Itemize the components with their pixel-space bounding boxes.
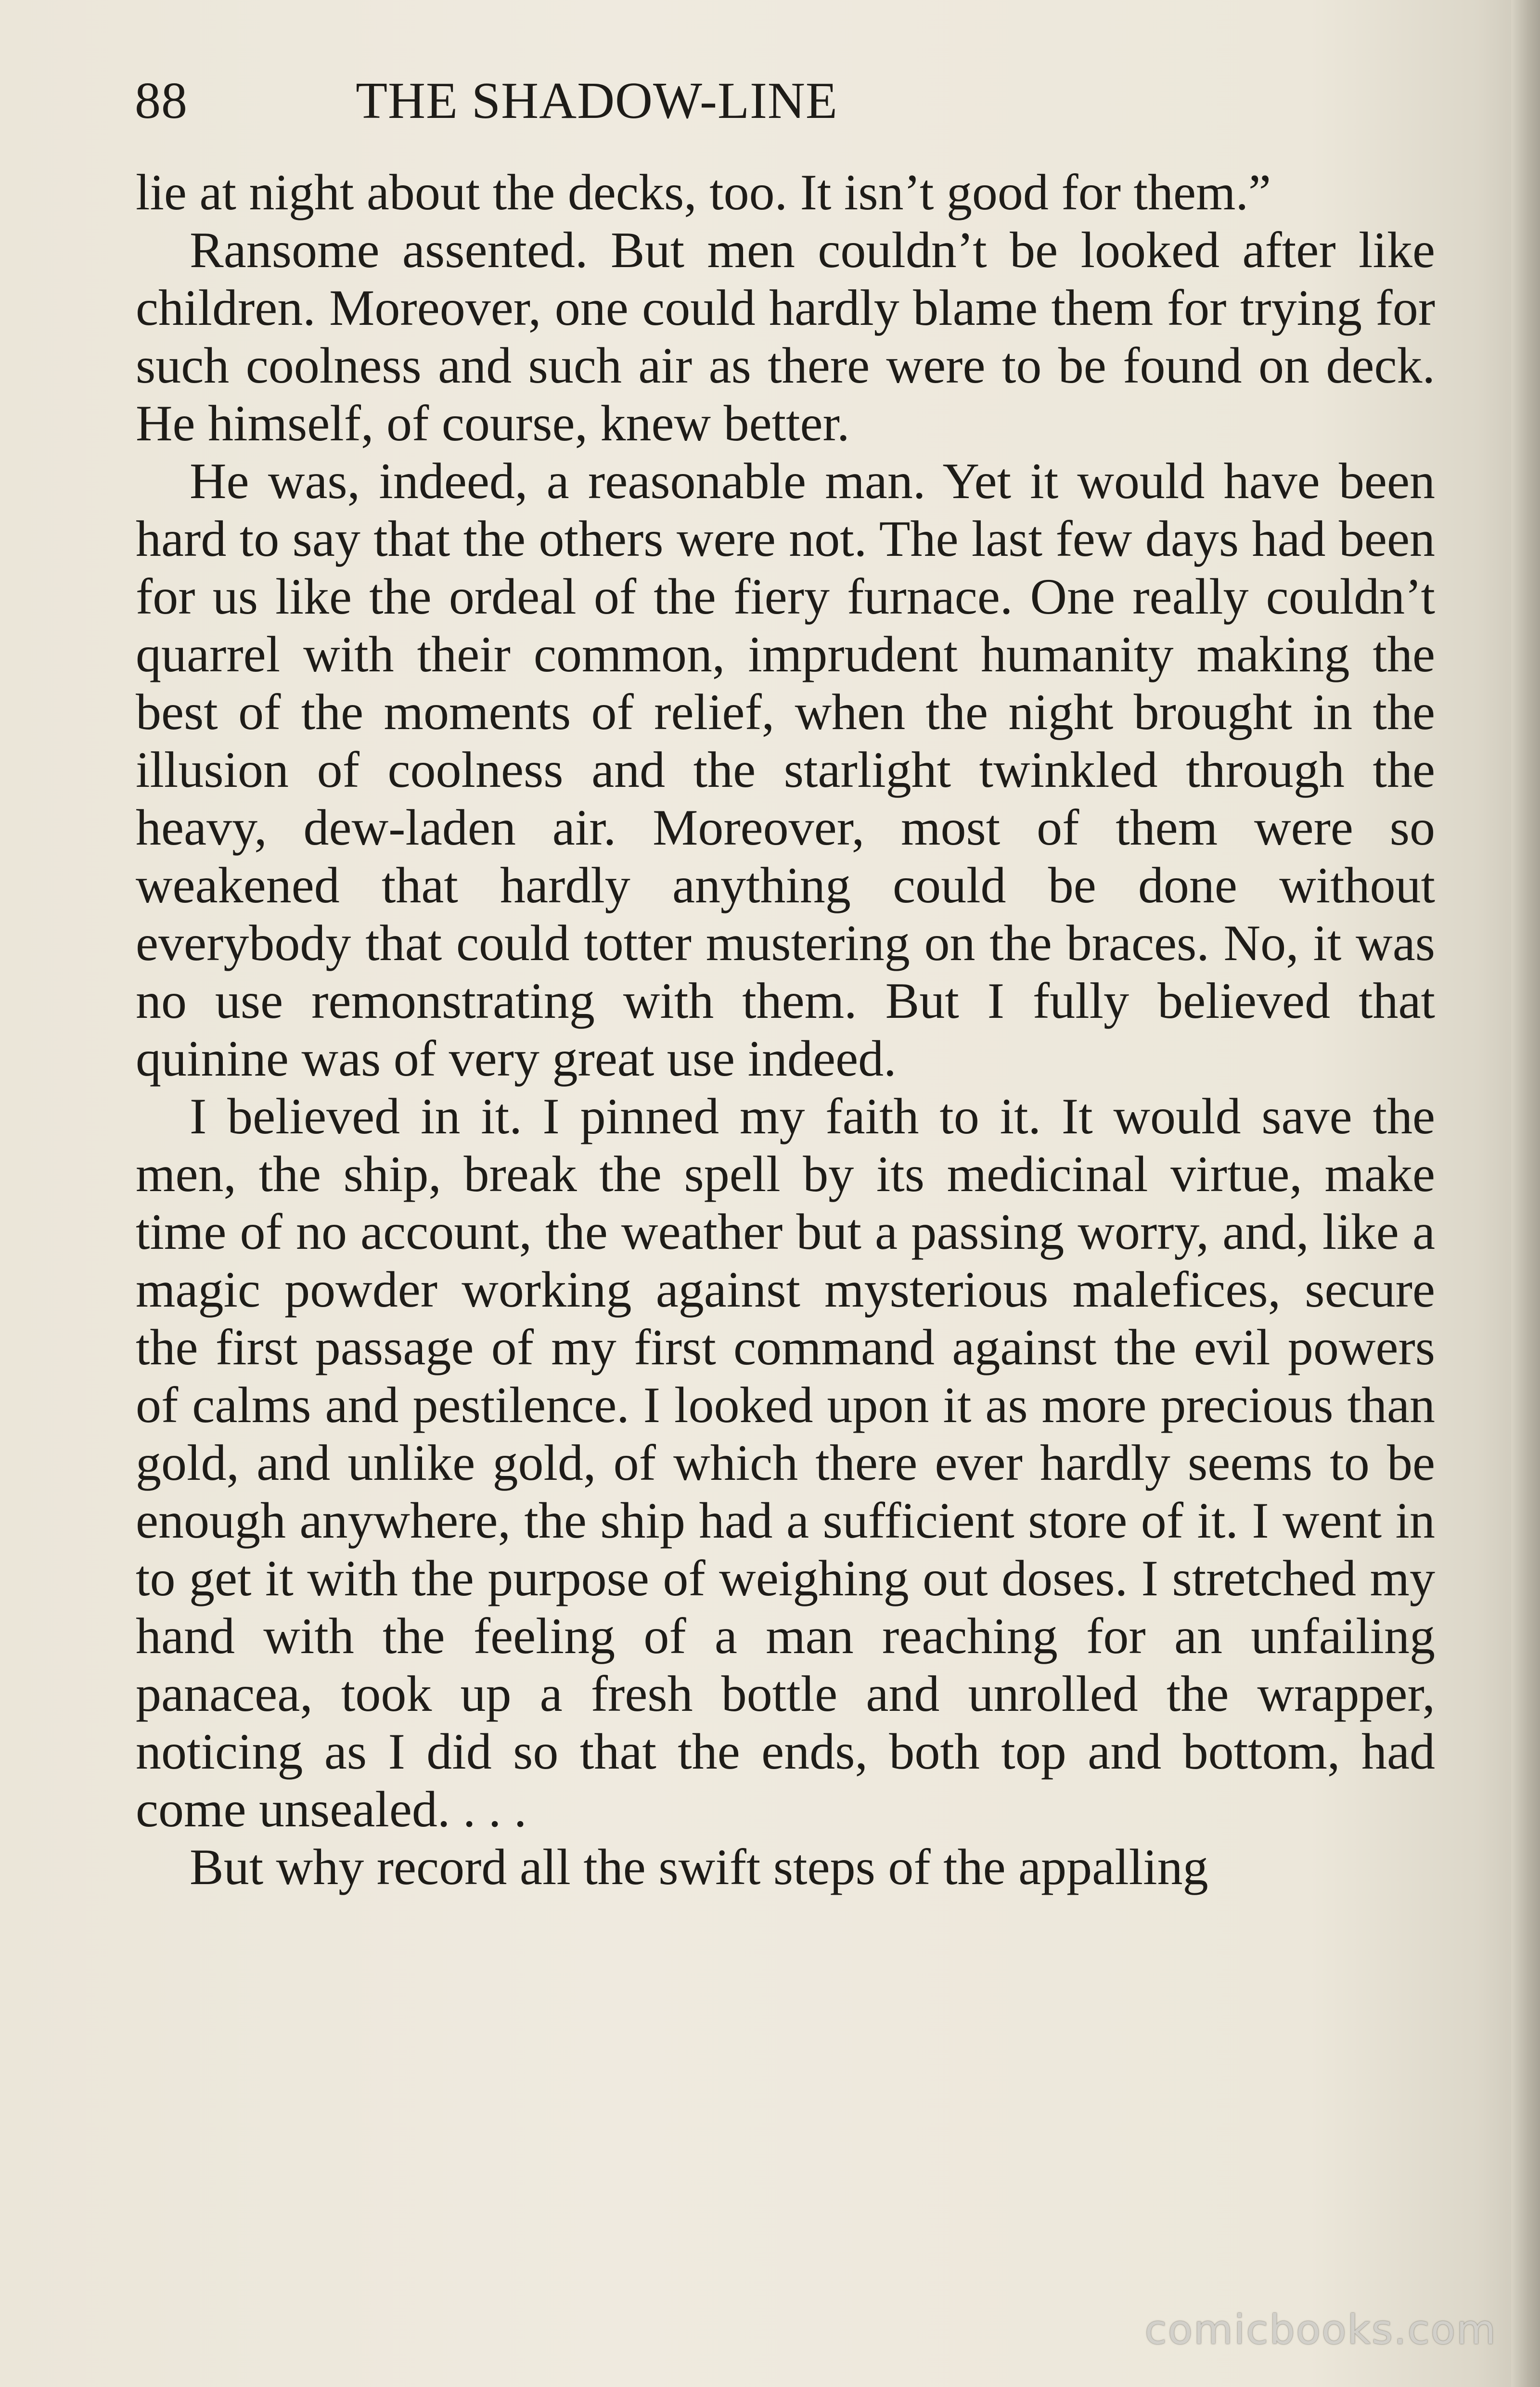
page-number: 88 — [135, 72, 188, 129]
paragraph-continuation: lie at night about the decks, too. It isn’t good for them.” — [136, 164, 1271, 220]
page-gutter — [1511, 0, 1540, 2387]
running-title: THE SHADOW-LINE — [356, 72, 838, 129]
watermark: comicbooks.com — [1144, 2306, 1497, 2353]
running-head — [135, 67, 1059, 135]
paragraph-reasonable-man: He was, indeed, a reasonable man. Yet it would have been hard to say that the others were not. The last few days had been for us like the ordeal of the fiery furnace. One really couldn’t quarrel with their common, imprudent humanity making the best of the moments of relief, when the night brought in the illusion of coolness and the starlight twinkled through the heavy, dew-laden air. Moreover, most of them were so weakened that hardly anything could be done without everybody that could totter mustering on the braces. No, it was no use remonstrating with them. But I fully believed that quinine was of very great use indeed. — [136, 453, 1435, 1087]
body-text — [136, 164, 1435, 1896]
paragraph-ransome: Ransome assented. But men couldn’t be looked after like children. Moreover, one could hardly blame them for trying for such coolness and such air as there were to be found on deck. He himself, of course, knew better. — [136, 222, 1435, 451]
paragraph-final: But why record all the swift steps of the appalling — [190, 1839, 1208, 1895]
paragraph-quinine: I believed in it. I pinned my faith to it. It would save the men, the ship, break the spell by its medicinal virtue, make time of no account, the weather but a passing worry, and, like a magic powder working against mysterious malefices, secure the first passage of my first command against the evil powers of calms and pestilence. I looked upon it as more precious than gold, and unlike gold, of which there ever hardly seems to be enough anywhere, the ship had a sufficient store of it. I went in to get it with the purpose of weighing out doses. I stretched my hand with the feeling of a man reaching for an unfailing panacea, took up a fresh bottle and unrolled the wrapper, noticing as I did so that the ends, both top and bottom, had come unsealed. . . . — [136, 1088, 1435, 1837]
